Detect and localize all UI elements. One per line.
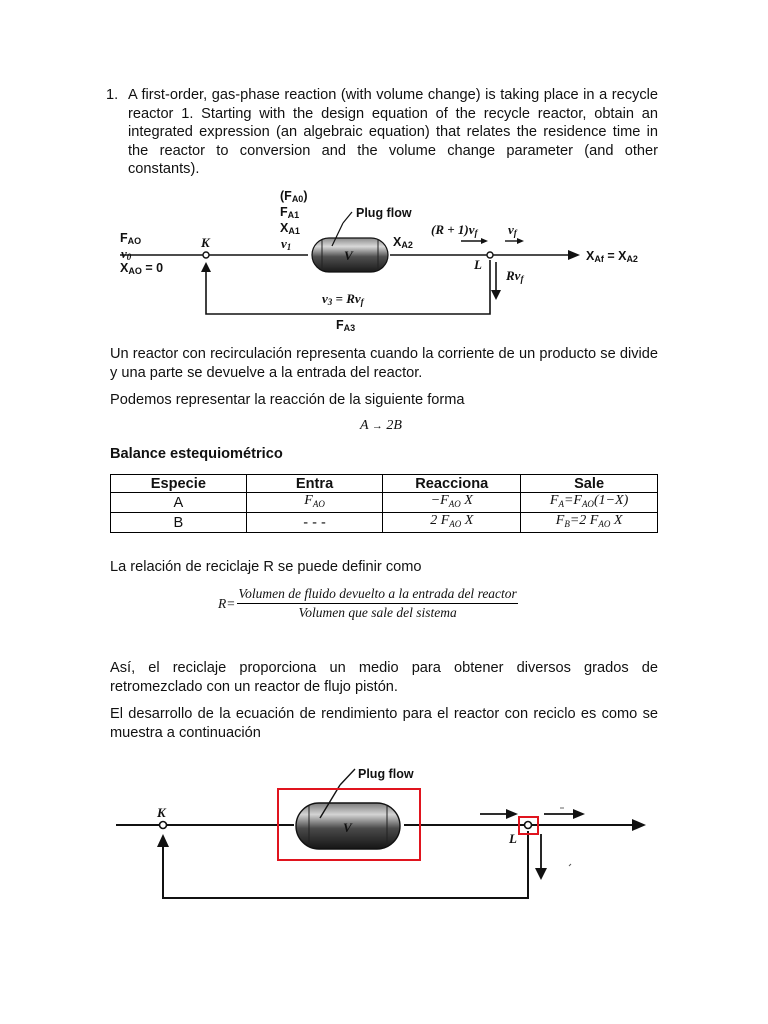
problem-number: 1. — [106, 87, 119, 103]
v3-label: v3 = Rvf — [322, 291, 364, 307]
node-l-icon — [487, 252, 493, 258]
vf-label: vf — [508, 222, 517, 238]
table-row — [111, 513, 658, 533]
fraction-numerator: Volumen de fluido devuelto a la entrada del reactor — [237, 586, 517, 604]
react-cell: 2 $F_{AO}$ X — [383, 513, 521, 533]
inlet-fa0-label: (FA0) — [280, 189, 308, 204]
plug-flow-reactor-icon — [296, 769, 400, 849]
table-row — [111, 493, 658, 513]
node-k-icon — [203, 252, 209, 258]
feed-xao-label: XAO = 0 — [120, 261, 164, 276]
node-l-label: L — [474, 257, 482, 272]
recycle-ratio-equation: R= $\frac{\text{Volumen de fluido devuelto a la entrada del reactor}}{\text{Volumen que sale del sistema}}$ — [218, 586, 517, 620]
reaction-intro-text: Podemos representar la reacción de la siguiente forma — [110, 392, 465, 408]
inlet-xa1-label: XA1 — [280, 221, 300, 236]
column-header: Especie — [111, 475, 247, 493]
in-cell: - - - — [246, 513, 383, 533]
rvf-label: Rvf — [506, 268, 524, 284]
inlet-v1-label: v1 — [281, 236, 292, 252]
feed-fao-label: FAO — [120, 231, 142, 246]
out-cell: $F_B=2$ $F_{AO}$ X — [521, 513, 658, 533]
feed-v0-label: v0 — [121, 246, 132, 262]
node-k-label: K — [157, 805, 166, 820]
react-cell: $-F_{AO}$ X — [383, 493, 521, 513]
reactor-volume-label: V — [343, 820, 352, 835]
development-intro-text: El desarrollo de la ecuación de rendimiento para el reactor con reciclo es como se muestra a continuación — [110, 706, 658, 741]
column-header: Entra — [246, 475, 383, 493]
plug-flow-reactor-icon — [312, 212, 388, 272]
out-cell: $F_A=F_{AO}(1-X)$ — [521, 493, 658, 513]
xa2-label: XA2 — [393, 235, 413, 250]
balance-heading: Balance estequiométrico — [110, 446, 283, 462]
species-cell: A — [111, 493, 247, 513]
species-cell: B — [111, 513, 247, 533]
reactor-volume-label: V — [344, 248, 353, 263]
recycle-flow-label: (R + 1)vf — [431, 222, 478, 238]
node-k-icon — [160, 822, 167, 829]
inlet-fa1-label: FA1 — [280, 205, 300, 220]
recycle-ratio-intro: La relación de reciclaje R se puede definir como — [110, 559, 422, 575]
outlet-conversion-label: XAf = XA2 — [586, 249, 638, 264]
column-header: Reacciona — [383, 475, 521, 493]
reaction-equation: A → 2B — [360, 418, 402, 433]
problem-text: A first-order, gas-phase reaction (with volume change) is taking place in a recycle reactor 1. Starting with the design equation of the recycle reactor, obtain an integrated expression (an algebraic equation) that relates the residence time in the reactor to conversion and the volume change parameter (and other constants). — [128, 87, 658, 178]
node-l-icon — [525, 822, 532, 829]
fa3-label: FA3 — [336, 318, 356, 333]
node-l-label: L — [509, 831, 517, 846]
table-header-row — [111, 475, 658, 493]
recycle-definition-text: Un reactor con recirculación representa cuando la corriente de un producto se divide y una parte se devuelve a la entrada del reactor. — [110, 346, 658, 381]
node-k-label: K — [201, 235, 210, 250]
plug-flow-label: Plug flow — [356, 206, 412, 220]
backmixing-text: Así, el reciclaje proporciona un medio para obtener diversos grados de retromezclado con un reactor de flujo pistón. — [110, 660, 658, 695]
stoichiometric-table — [110, 474, 658, 533]
fraction-denominator: Volumen que sale del sistema — [298, 605, 457, 620]
column-header: Sale — [521, 475, 658, 493]
plug-flow-label: Plug flow — [358, 767, 414, 781]
in-cell: $F_{AO}$ — [246, 493, 383, 513]
